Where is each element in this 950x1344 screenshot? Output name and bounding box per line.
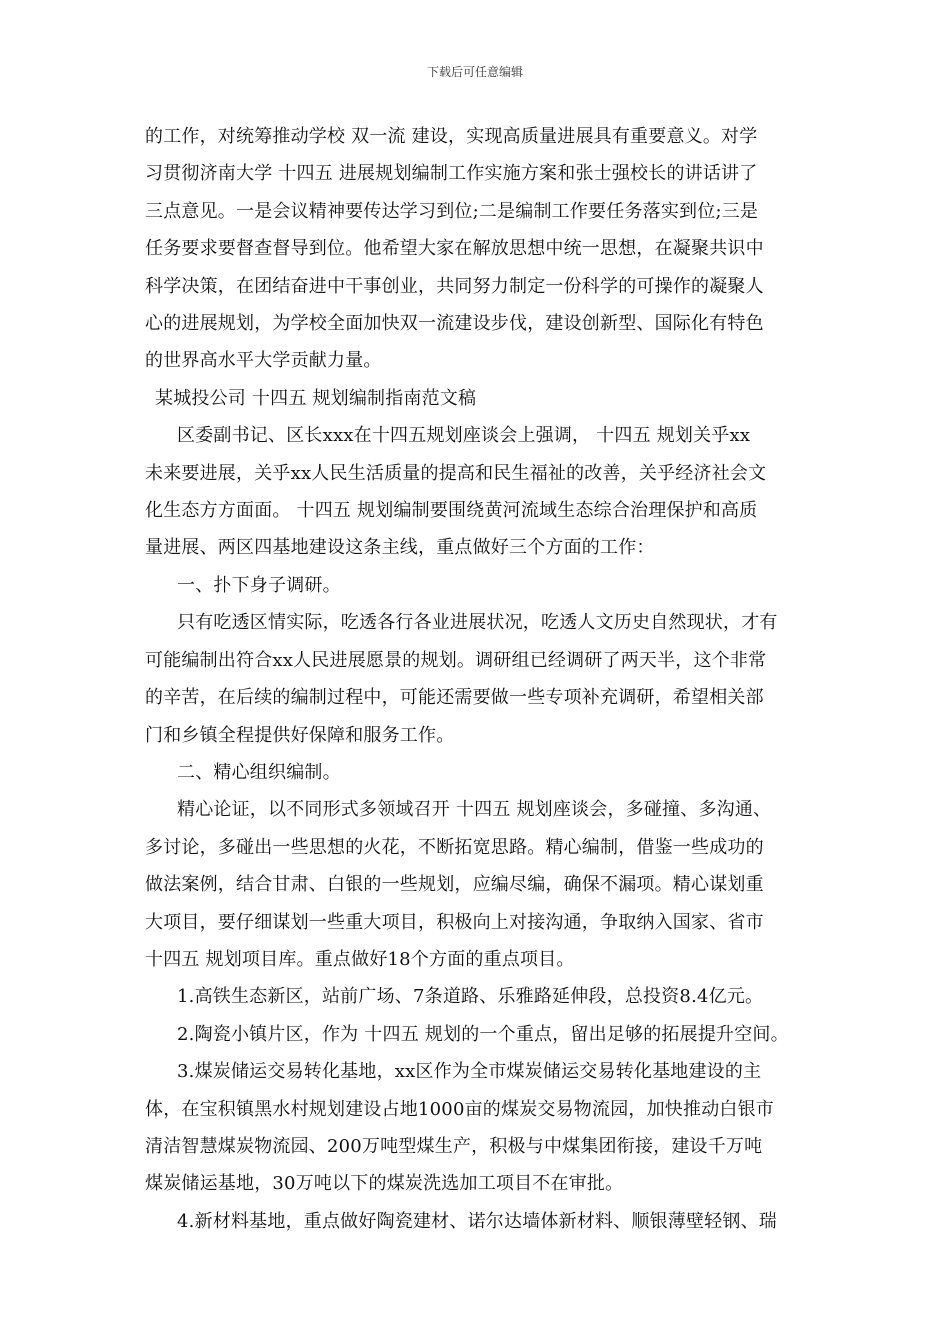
- page-header: 下载后可任意编辑: [426, 65, 523, 79]
- text-line: 4.新材料基地，重点做好陶瓷建材、诺尔达墙体新材料、顺银薄壁轻钢、瑞: [177, 1210, 777, 1232]
- text-line: 做法案例，结合甘肃、白银的一些规划，应编尽编，确保不漏项。精心谋划重: [145, 874, 764, 896]
- text-line: 化生态方方面面。 十四五 规划编制要围绕黄河流域生态综合治理保护和高质: [145, 500, 758, 522]
- text-line: 的工作，对统筹推动学校 双一流 建设，实现高质量进展具有重要意义。对学: [145, 126, 758, 147]
- text-line: 清洁智慧煤炭物流园、200万吨型煤生产，积极与中煤集团衔接，建设千万吨: [145, 1135, 763, 1157]
- section-title: 某城投公司 十四五 规划编制指南范文稿: [155, 387, 477, 409]
- text-line: 大项目，要仔细谋划一些重大项目，积极向上对接沟通，争取纳入国家、省市: [145, 911, 764, 933]
- text-line: 心的进展规划，为学校全面加快双一流建设步伐，建设创新型、国际化有特色: [145, 313, 764, 335]
- text-line: 只有吃透区情实际，吃透各行各业进展状况，吃透人文历史自然现状，才有: [177, 612, 778, 634]
- text-line: 习贯彻济南大学 十四五 进展规划编制工作实施方案和张士强校长的讲话讲了: [145, 163, 758, 185]
- text-line: 科学决策，在团结奋进中干事创业，共同努力制定一份科学的可操作的凝聚人: [145, 275, 764, 297]
- text-line: 可能编制出符合xx人民进展愿景的规划。调研组已经调研了两天半，这个非常: [145, 649, 767, 671]
- text-line: 一、扑下身子调研。: [177, 574, 341, 596]
- text-line: 精心论证，以不同形式多领域召开 十四五 规划座谈会，多碰撞、多沟通、: [177, 799, 772, 821]
- text-line: 十四五 规划项目库。重点做好18个方面的重点项目。: [145, 948, 575, 970]
- text-line: 三点意见。一是会议精神要传达学习到位;二是编制工作要任务落实到位;三是: [145, 200, 759, 222]
- text-line: 量进展、两区四基地建设这条主线，重点做好三个方面的工作：: [145, 537, 655, 559]
- text-line: 2.陶瓷小镇片区，作为 十四五 规划的一个重点，留出足够的拓展提升空间。: [177, 1023, 789, 1045]
- text-line: 1.高铁生态新区，站前广场、7条道路、乐雅路延伸段，总投资8.4亿元。: [177, 986, 764, 1008]
- text-line: 任务要求要督查督导到位。他希望大家在解放思想中统一思想，在凝聚共识中: [145, 238, 764, 260]
- text-line: 3.煤炭储运交易转化基地，xx区作为全市煤炭储运交易转化基地建设的主: [177, 1061, 762, 1083]
- text-line: 的世界高水平大学贡献力量。: [145, 350, 382, 372]
- document-body: [145, 118, 809, 1240]
- text-line: 煤炭储运基地，30万吨以下的煤炭洗选加工项目不在审批。: [145, 1173, 624, 1195]
- text-line: 门和乡镇全程提供好保障和服务工作。: [145, 724, 455, 746]
- text-line: 二、精心组织编制。: [177, 761, 341, 783]
- text-line: 区委副书记、区长xxx在十四五规划座谈会上强调， 十四五 规划关乎xx: [177, 425, 751, 447]
- text-line: 多讨论，多碰出一些思想的火花，不断拓宽思路。精心编制，借鉴一些成功的: [145, 836, 764, 858]
- text-line: 的辛苦，在后续的编制过程中，可能还需要做一些专项补充调研，希望相关部: [145, 687, 764, 709]
- text-line: 体，在宝积镇黑水村规划建设占地1000亩的煤炭交易物流园，加快推动白银市: [145, 1098, 775, 1120]
- text-line: 未来要进展，关乎xx人民生活质量的提高和民生福祉的改善，关乎经济社会文: [145, 462, 767, 484]
